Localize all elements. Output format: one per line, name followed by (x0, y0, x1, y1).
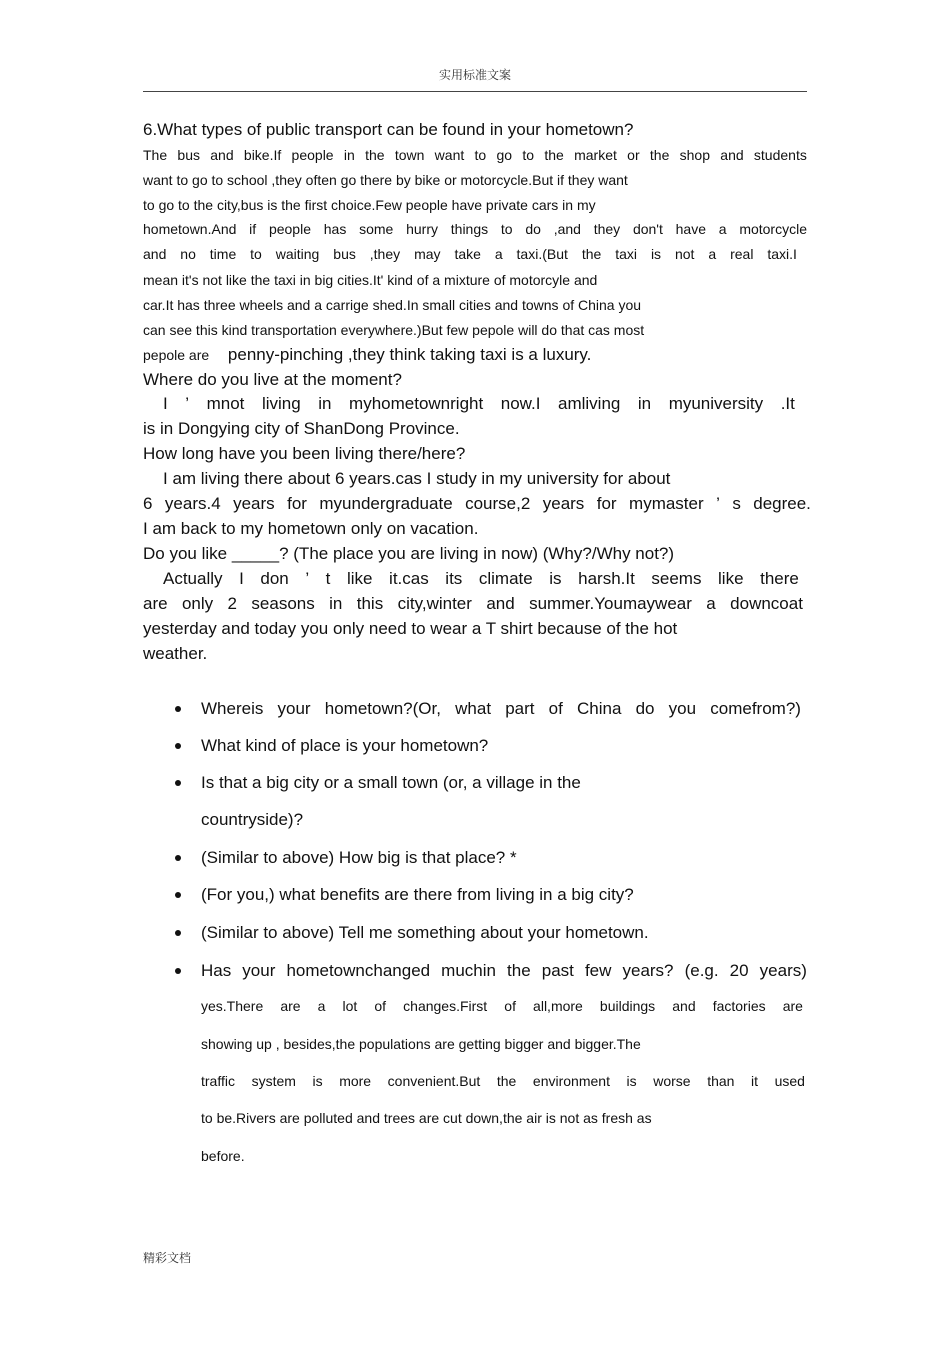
word: a (718, 221, 727, 237)
word: don (260, 569, 289, 588)
word: I (239, 569, 244, 588)
word: it (751, 1073, 759, 1089)
word: to (474, 147, 487, 163)
word: some (359, 221, 394, 237)
word: people (291, 147, 334, 163)
bullet-item (201, 961, 807, 981)
word: town (394, 147, 425, 163)
word: degree. (753, 494, 811, 513)
word: hometown.And (143, 221, 237, 237)
word: waiting (275, 246, 320, 262)
word: 6 (143, 494, 153, 513)
word: students (753, 147, 807, 163)
word: are (280, 998, 301, 1014)
word: Actually (163, 569, 223, 588)
word: no (180, 246, 196, 262)
bullet-item: Is that a big city or a small town (or, a village in the (201, 773, 581, 792)
word: taxi.I (767, 246, 797, 262)
word: motorcycle (739, 221, 807, 237)
word: the (649, 147, 670, 163)
b7-answer-line: before. (201, 1148, 245, 1164)
live-answer-line: is in Dongying city of ShanDong Province. (143, 419, 460, 438)
word: real (730, 246, 754, 262)
word: past (541, 961, 574, 980)
bullet-dot (175, 855, 181, 861)
word: to (500, 221, 513, 237)
word: and (143, 246, 167, 262)
word: The (143, 147, 168, 163)
header-rule (143, 91, 807, 92)
word: of (548, 699, 563, 718)
word: in (329, 594, 343, 613)
word: myundergraduate (319, 494, 453, 513)
word: years? (622, 961, 674, 980)
word: 2 (227, 594, 238, 613)
live-answer-line (163, 394, 795, 414)
q6-answer-line: to go to the city,bus is the first choice.Few people have private cars in my (143, 197, 596, 213)
word: downcoat (730, 594, 803, 613)
word: and (720, 147, 744, 163)
word: a (706, 594, 716, 613)
bullet-item: (Similar to above) How big is that place? * (201, 848, 517, 867)
word: go (496, 147, 513, 163)
word: is (650, 246, 662, 262)
word: lot (342, 998, 358, 1014)
word: ,and (553, 221, 581, 237)
bullet-item: (For you,) what benefits are there from living in a big city? (201, 885, 634, 904)
q6-answer-line: want to go to school ,they often go there by bike or motorcycle.But if they want (143, 172, 628, 188)
word: years (233, 494, 275, 513)
word: to (522, 147, 535, 163)
word: do (525, 221, 541, 237)
word: years (542, 494, 585, 513)
word: to (250, 246, 262, 262)
word: if (249, 221, 257, 237)
word: this (356, 594, 384, 613)
word: is (549, 569, 562, 588)
like-answer-line (163, 569, 799, 589)
word: like (346, 569, 373, 588)
word: seems (651, 569, 702, 588)
word: comefrom?) (710, 699, 801, 718)
b7-answer-line (201, 997, 803, 1015)
word: taxi (615, 246, 638, 262)
word: myhometownright (349, 394, 484, 413)
word: in (318, 394, 332, 413)
word: seasons (251, 594, 315, 613)
word: people (268, 221, 311, 237)
like-answer-line: weather. (143, 644, 208, 663)
word: mymaster (629, 494, 704, 513)
bullet-dot (175, 968, 181, 974)
word: yes.There (201, 998, 264, 1014)
word: (e.g. (684, 961, 719, 980)
word: the (544, 147, 564, 163)
word: taxi.(But (516, 246, 568, 262)
word: it.cas (389, 569, 429, 588)
word: system (251, 1073, 296, 1089)
word: part (505, 699, 535, 718)
word: want (434, 147, 465, 163)
word: your (277, 699, 311, 718)
word: the (365, 147, 385, 163)
word: take (454, 246, 481, 262)
q6-answer-line: car.It has three wheels and a carrige shed.In small cities and towns of China you (143, 297, 642, 313)
word: ’ (185, 394, 190, 413)
question-live: Where do you live at the moment? (143, 370, 402, 389)
word: like (718, 569, 744, 588)
word: Whereis (201, 699, 264, 718)
word: hometown?(Or, (324, 699, 441, 718)
word: of (504, 998, 516, 1014)
word: and (672, 998, 696, 1014)
word: is (312, 1073, 323, 1089)
word: muchin (441, 961, 496, 980)
bullet-dot (175, 706, 181, 712)
bullet-dot (175, 892, 181, 898)
word: city,winter (397, 594, 472, 613)
word: all,more (533, 998, 583, 1014)
word: years.4 (164, 494, 221, 513)
word: a (494, 246, 503, 262)
word: in (343, 147, 355, 163)
word: changes.First (403, 998, 488, 1014)
word: Has (201, 961, 232, 980)
word: and (486, 594, 515, 613)
word: shop (679, 147, 710, 163)
bullet-dot (175, 780, 181, 786)
b7-answer-line: to be.Rivers are polluted and trees are cut down,the air is not as fresh as (201, 1110, 652, 1126)
word: in (637, 394, 652, 413)
word: may (414, 246, 441, 262)
word: has (323, 221, 347, 237)
word: things (450, 221, 489, 237)
word: only (181, 594, 214, 613)
word: do (635, 699, 655, 718)
how-long-answer-line: I am living there about 6 years.cas I study in my university for about (163, 469, 671, 488)
word: 20 (729, 961, 749, 980)
word: now.I (500, 394, 541, 413)
word: myuniversity (668, 394, 764, 413)
word: mnot (206, 394, 245, 413)
word: bike.If (243, 147, 282, 163)
word: don't (632, 221, 663, 237)
word: the (581, 246, 602, 262)
page-footer: 精彩文档 (143, 1251, 192, 1265)
b7-answer-line (201, 1072, 805, 1090)
word: used (774, 1073, 805, 1089)
word: I (163, 394, 168, 413)
bullet-item: What kind of place is your hometown? (201, 736, 489, 755)
word: harsh.It (578, 569, 635, 588)
word: market (574, 147, 617, 163)
bullet-dot (175, 930, 181, 936)
word: living (261, 394, 301, 413)
word: your (242, 961, 276, 980)
question-6: 6.What types of public transport can be found in your hometown? (143, 120, 634, 139)
word: time (209, 246, 237, 262)
word: China (577, 699, 622, 718)
word: or (627, 147, 640, 163)
q6-answer-last-large: penny-pinching ,they think taking taxi is a luxury. (227, 345, 592, 364)
b7-answer-line: showing up , besides,the populations are getting bigger and bigger.The (201, 1036, 641, 1052)
bullet-item (201, 699, 801, 719)
word: bus (177, 147, 200, 163)
word: hometownchanged (286, 961, 431, 980)
word: the (507, 961, 531, 980)
word: than (707, 1073, 735, 1089)
word: you (668, 699, 697, 718)
how-long-answer-line: I am back to my hometown only on vacation. (143, 519, 479, 538)
bullet-item-continuation: countryside)? (201, 810, 304, 829)
q6-answer-last-small: pepole are (143, 347, 210, 363)
word: its (445, 569, 463, 588)
like-answer-line: yesterday and today you only need to wear a T shirt because of the hot (143, 619, 678, 638)
word: t (325, 569, 331, 588)
word: s (732, 494, 741, 513)
q6-answer-line (143, 244, 797, 264)
question-like: Do you like _____? (The place you are living in now) (Why?/Why not?) (143, 544, 675, 563)
q6-answer-line: can see this kind transportation everywhere.)But few pepole will do that cas most (143, 322, 645, 338)
question-how-long: How long have you been living there/here? (143, 444, 466, 463)
word: traffic (201, 1073, 235, 1089)
bullet-item: (Similar to above) Tell me something about your hometown. (201, 923, 649, 942)
q6-answer-line (143, 145, 807, 165)
word: buildings (599, 998, 656, 1014)
word: for (287, 494, 307, 513)
word: .It (780, 394, 795, 413)
word: what (455, 699, 492, 718)
how-long-answer-line (143, 494, 811, 514)
bullet-dot (175, 743, 181, 749)
word: years) (759, 961, 807, 980)
word: worse (653, 1073, 691, 1089)
word: amliving (558, 394, 621, 413)
word: they (593, 221, 621, 237)
word: for (596, 494, 617, 513)
word: convenient.But (387, 1073, 481, 1089)
word: are (782, 998, 803, 1014)
word: bus (333, 246, 356, 262)
word: have (675, 221, 706, 237)
q6-answer-line (143, 219, 807, 239)
word: environment (532, 1073, 610, 1089)
word: of (374, 998, 387, 1014)
word: and (210, 147, 234, 163)
word: a (708, 246, 717, 262)
word: are (143, 594, 168, 613)
word: there (760, 569, 799, 588)
word: few (584, 961, 612, 980)
q6-answer-last-line (143, 345, 591, 365)
word: hurry (406, 221, 438, 237)
word: a (317, 998, 326, 1014)
word: the (496, 1073, 517, 1089)
word: more (339, 1073, 372, 1089)
word: course,2 (465, 494, 531, 513)
word: climate (478, 569, 533, 588)
word: is (626, 1073, 637, 1089)
word: ’ (716, 494, 720, 513)
word: factories (712, 998, 766, 1014)
like-answer-line (143, 594, 803, 614)
page-header: 实用标准文案 (438, 68, 511, 82)
word: summer.Youmaywear (529, 594, 692, 613)
word: ,they (369, 246, 401, 262)
q6-answer-line: mean it's not like the taxi in big cities.It' kind of a mixture of motorcyle and (143, 272, 598, 288)
word: ’ (305, 569, 310, 588)
word: not (674, 246, 695, 262)
